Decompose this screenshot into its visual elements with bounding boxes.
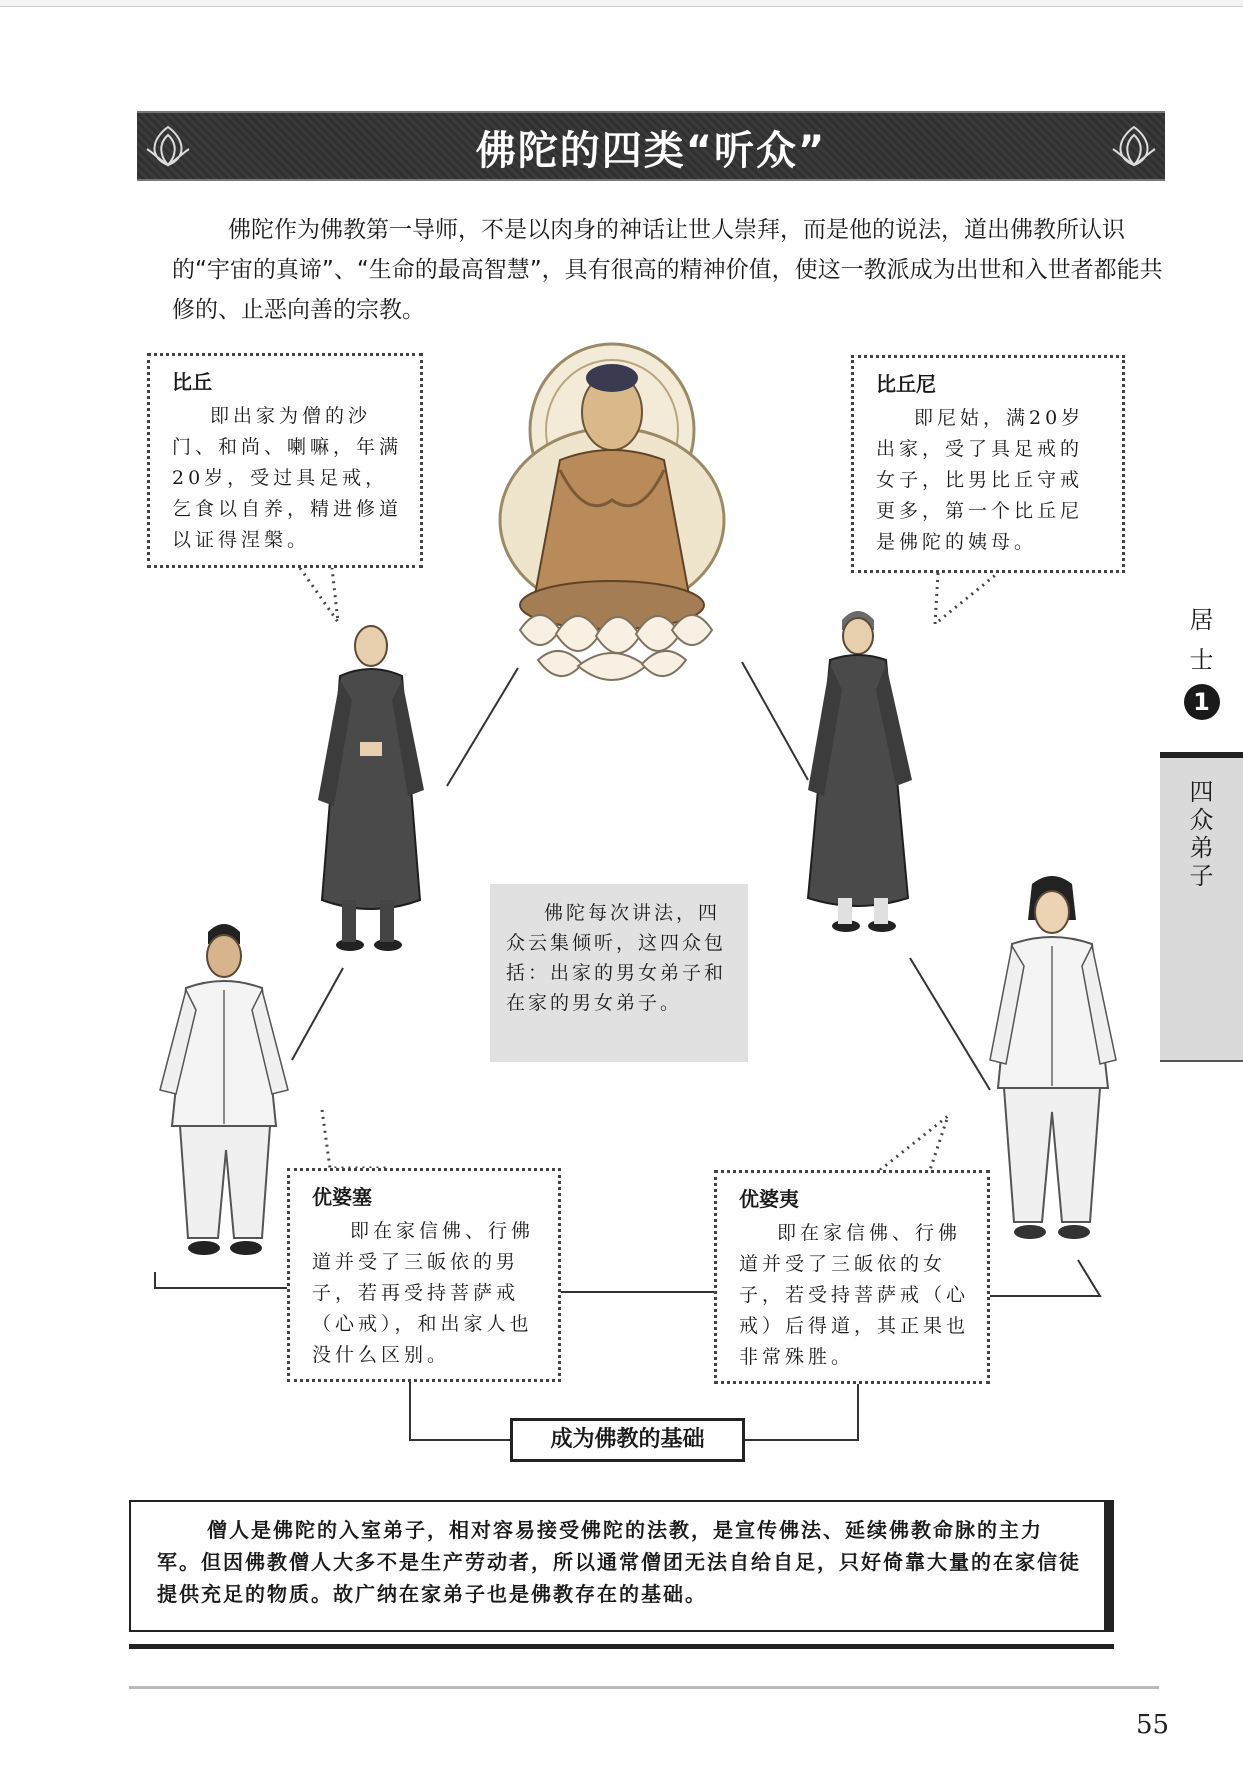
biqiuni-box (851, 355, 1125, 573)
nun-figure (808, 611, 912, 932)
biqiu-box (147, 353, 423, 568)
foundation-label: 成为佛教的基础 (510, 1418, 745, 1462)
bottom-rule (129, 1686, 1159, 1689)
youposai-title: 优婆塞 (312, 1185, 372, 1209)
youposai-box (287, 1168, 561, 1382)
summary-text: 僧人是佛陀的入室弟子，相对容易接受佛陀的法教，是宣传佛法、延续佛教命脉的主力军。但因佛教僧人大多不是生产劳动者，所以通常僧团无法自给自足，只好倚靠大量的在家信徒提供充足的物质。故广纳在家弟子也是佛教存在的基础。 (157, 1518, 1081, 1606)
summary-box (129, 1500, 1114, 1632)
chapter-number: 1 (1184, 684, 1220, 720)
youpoyi-box (714, 1170, 990, 1384)
section-label: 四众弟子 (1189, 778, 1214, 890)
chapter-tab (1160, 600, 1243, 760)
summary-underline (129, 1644, 1114, 1649)
biqiuni-title: 比丘尼 (876, 372, 936, 396)
buddha-figure (500, 344, 724, 680)
chapter-char: 居 (1189, 606, 1214, 634)
chapter-char: 士 (1189, 646, 1214, 674)
layman-figure (160, 924, 288, 1255)
page-title: 佛陀的四类“听众” (475, 128, 827, 174)
center-note-text: 佛陀每次讲法，四众云集倾听，这四众包括：出家的男女弟子和在家的男女弟子。 (506, 902, 727, 1014)
page-number: 55 (1136, 1710, 1170, 1740)
biqiu-title: 比丘 (172, 370, 212, 394)
youpoyi-title: 优婆夷 (739, 1187, 799, 1211)
youposai-text: 即在家信佛、行佛道并受了三皈依的男子，若再受持菩萨戒（心戒），和出家人也没什么区别。 (312, 1220, 535, 1366)
biqiu-text: 即出家为僧的沙门、和尚、喇嘛，年满20岁，受过具足戒，乞食以自养，精进修道以证得涅槃。 (172, 405, 403, 551)
center-note (490, 884, 748, 1062)
laywoman-figure (990, 876, 1116, 1239)
youpoyi-text: 即在家信佛、行佛道并受了三皈依的女子，若受持菩萨戒（心戒）后得道，其正果也非常殊胜。 (739, 1222, 970, 1368)
biqiuni-text: 即尼姑，满20岁出家，受了具足戒的女子，比男比丘守戒更多，第一个比丘尼是佛陀的姨母。 (876, 407, 1085, 553)
monk-figure (318, 626, 424, 951)
section-tab (1160, 752, 1243, 1062)
intro-paragraph: 佛陀作为佛教第一导师，不是以肉身的神话让世人崇拜，而是他的说法，道出佛教所认识的“宇宙的真谛”、“生命的最高智慧”，具有很高的精神价值，使这一教派成为出世和入世者都能共修的、止恶向善的宗教。 (172, 217, 1163, 323)
